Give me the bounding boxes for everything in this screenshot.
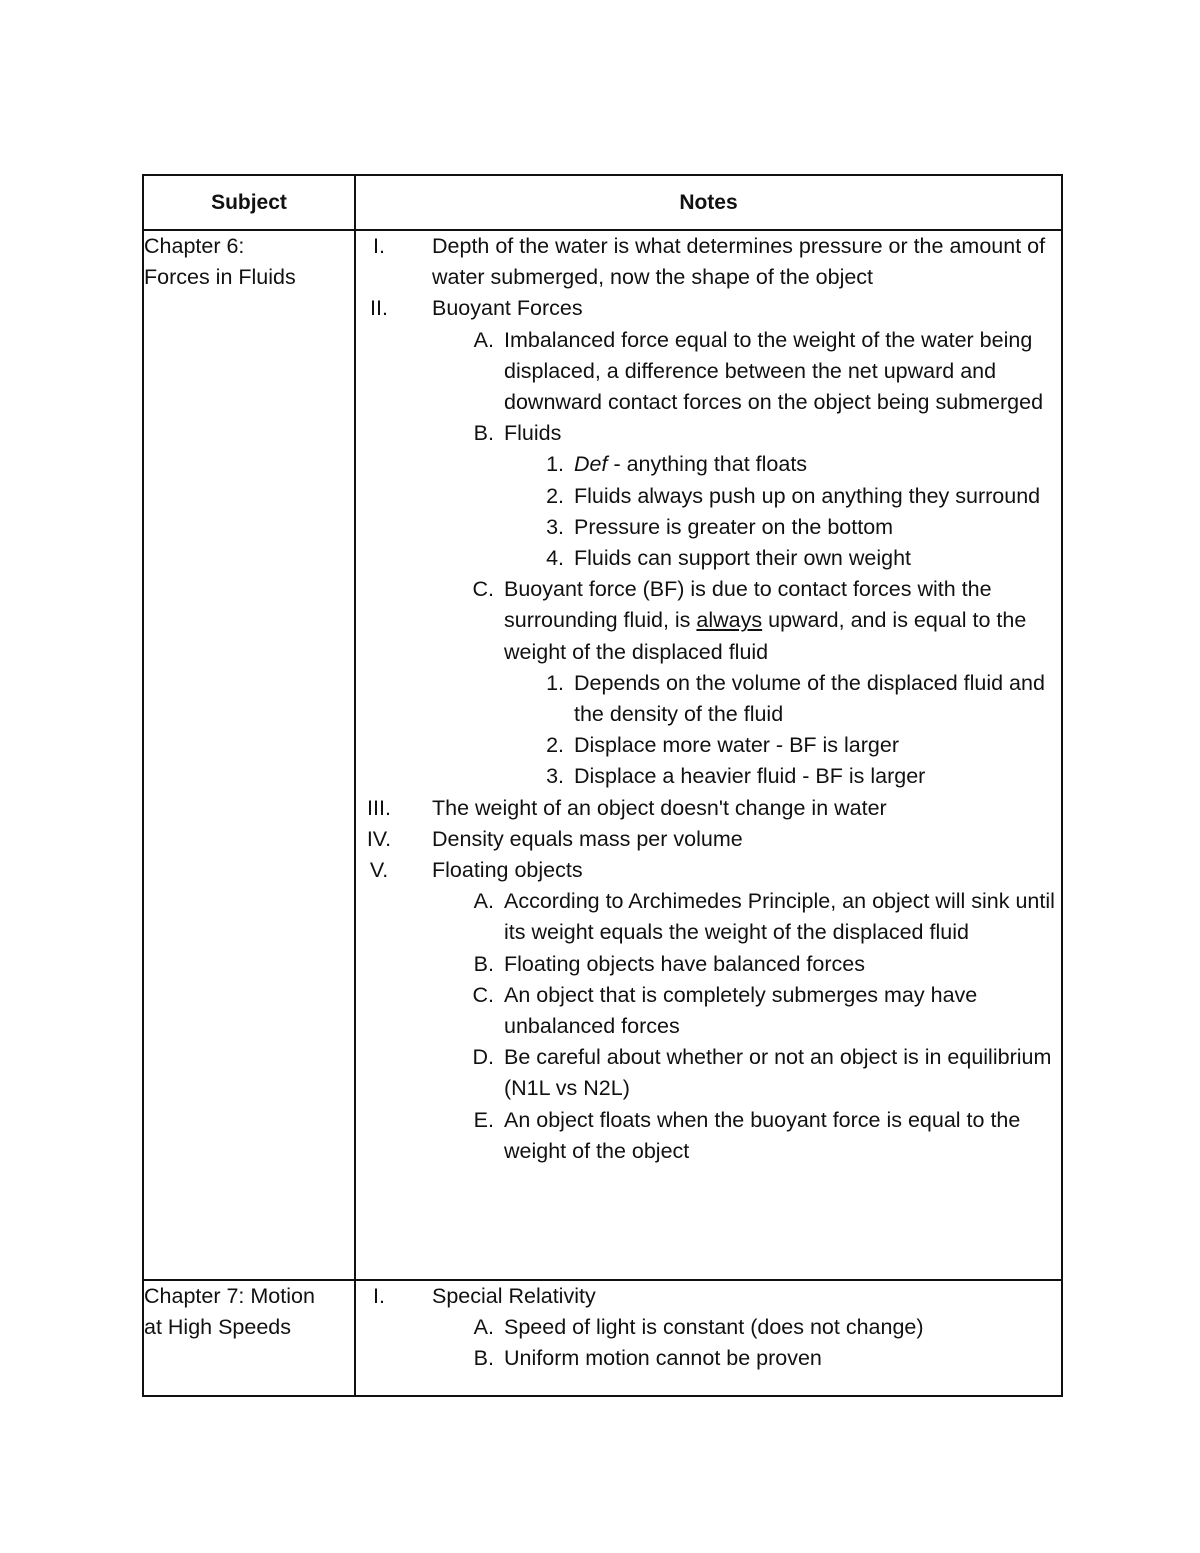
outline-text: Density equals mass per volume bbox=[432, 826, 743, 851]
subject-header: Subject bbox=[143, 175, 355, 230]
outline-text: The weight of an object doesn't change in water bbox=[432, 795, 887, 820]
outline-marker: 3. bbox=[546, 764, 564, 789]
outline-item bbox=[356, 325, 1061, 419]
outline-text: Uniform motion cannot be proven bbox=[504, 1346, 822, 1371]
outline-item bbox=[356, 231, 1061, 293]
notes-cell bbox=[355, 1280, 1062, 1396]
outline-text: upward, and is equal to the weight of the displaced fluid bbox=[504, 608, 1027, 664]
outline-text: Buoyant force (BF) is due to contact forces with the surrounding fluid, is bbox=[504, 577, 992, 633]
outline-marker: 2. bbox=[546, 483, 564, 508]
outline-item bbox=[356, 293, 1061, 324]
outline-marker: II. bbox=[370, 296, 388, 321]
outline-marker: A. bbox=[473, 889, 494, 914]
outline-item bbox=[356, 761, 1061, 792]
outline-marker: V. bbox=[369, 858, 389, 883]
outline-text: Fluids can support their own weight bbox=[574, 546, 912, 571]
outline-text: Fluids bbox=[504, 421, 562, 446]
outline-text: Depth of the water is what determines pressure or the amount of water submerged, now the shape of the object bbox=[432, 234, 1046, 290]
outline-text: Special Relativity bbox=[432, 1284, 596, 1308]
outline-emphasis: Def bbox=[574, 452, 608, 477]
notes-header: Notes bbox=[355, 175, 1062, 230]
outline-marker: A. bbox=[473, 327, 494, 352]
outline-item bbox=[356, 1105, 1061, 1167]
outline-item bbox=[356, 668, 1061, 730]
outline-marker: C. bbox=[472, 982, 494, 1007]
outline-text: Floating objects bbox=[432, 858, 583, 883]
outline-item bbox=[356, 574, 1061, 668]
outline-item bbox=[356, 855, 1061, 886]
outline-item bbox=[356, 1343, 1061, 1374]
outline-text: An object floats when the buoyant force is equal to the weight of the object bbox=[504, 1107, 1021, 1163]
outline-item bbox=[356, 1042, 1061, 1104]
outline-item bbox=[356, 512, 1061, 543]
subject-line: at High Speeds bbox=[144, 1315, 292, 1340]
outline-text: Floating objects have balanced forces bbox=[504, 951, 865, 976]
outline-text: According to Archimedes Principle, an object will sink until its weight equals the weight of the displaced fluid bbox=[504, 889, 1055, 945]
outline-item bbox=[356, 824, 1061, 855]
outline-item bbox=[356, 418, 1061, 449]
outline-marker: 1. bbox=[546, 452, 564, 477]
outline-item bbox=[356, 730, 1061, 761]
outline-marker: 1. bbox=[546, 670, 564, 695]
outline-text: Displace more water - BF is larger bbox=[574, 733, 899, 758]
outline-text: An object that is completely submerges may have unbalanced forces bbox=[504, 982, 978, 1039]
outline-text: Buoyant Forces bbox=[432, 296, 583, 321]
outline-marker: A. bbox=[473, 1315, 494, 1340]
outline-marker: B. bbox=[473, 1346, 494, 1371]
subject-line: Forces in Fluids bbox=[144, 265, 296, 290]
subject-line: Chapter 7: Motion bbox=[144, 1284, 315, 1308]
outline-text: Be careful about whether or not an object is in equilibrium (N1L vs N2L) bbox=[504, 1045, 1052, 1101]
subject-cell bbox=[143, 230, 355, 1280]
outline-text: Fluids always push up on anything they surround bbox=[574, 483, 1041, 508]
subject-line: Chapter 6: bbox=[144, 234, 245, 258]
outline-item bbox=[356, 449, 1061, 480]
outline-item bbox=[356, 886, 1061, 948]
outline-marker: I. bbox=[373, 234, 385, 258]
subject-cell bbox=[143, 1280, 355, 1396]
outline-marker: 2. bbox=[546, 733, 564, 758]
outline-marker: 3. bbox=[546, 514, 564, 539]
outline-item bbox=[356, 1312, 1061, 1343]
outline-text: Imbalanced force equal to the weight of the water being displaced, a difference between the net upward and downward contact forces on the object being submerged bbox=[504, 327, 1044, 415]
outline-item bbox=[356, 793, 1061, 824]
outline-item bbox=[356, 481, 1061, 512]
outline-marker: B. bbox=[473, 951, 494, 976]
outline-item bbox=[356, 949, 1061, 980]
outline-marker: 4. bbox=[546, 546, 564, 571]
table-row bbox=[143, 1280, 1062, 1396]
outline-text: Speed of light is constant (does not change) bbox=[504, 1315, 924, 1340]
notes-cell bbox=[355, 230, 1062, 1280]
underlined-word: always bbox=[696, 608, 763, 633]
outline-marker: E. bbox=[473, 1107, 494, 1132]
outline-marker: D. bbox=[472, 1045, 494, 1070]
outline-item bbox=[356, 1281, 1061, 1312]
table-row bbox=[143, 230, 1062, 1280]
notes-table bbox=[142, 174, 1063, 1397]
outline-marker: C. bbox=[472, 577, 494, 602]
header-row bbox=[143, 175, 1062, 230]
outline-marker: IV. bbox=[366, 826, 392, 851]
outline-item bbox=[356, 543, 1061, 574]
outline-text: Pressure is greater on the bottom bbox=[574, 514, 894, 539]
outline-text: Displace a heavier fluid - BF is larger bbox=[574, 764, 926, 789]
outline-marker: III. bbox=[367, 795, 391, 820]
outline-marker: B. bbox=[473, 421, 494, 446]
outline-text: Depends on the volume of the displaced fluid and the density of the fluid bbox=[574, 670, 1045, 727]
outline-text: - anything that floats bbox=[607, 452, 808, 477]
outline-marker: I. bbox=[373, 1284, 385, 1308]
outline-item bbox=[356, 980, 1061, 1042]
